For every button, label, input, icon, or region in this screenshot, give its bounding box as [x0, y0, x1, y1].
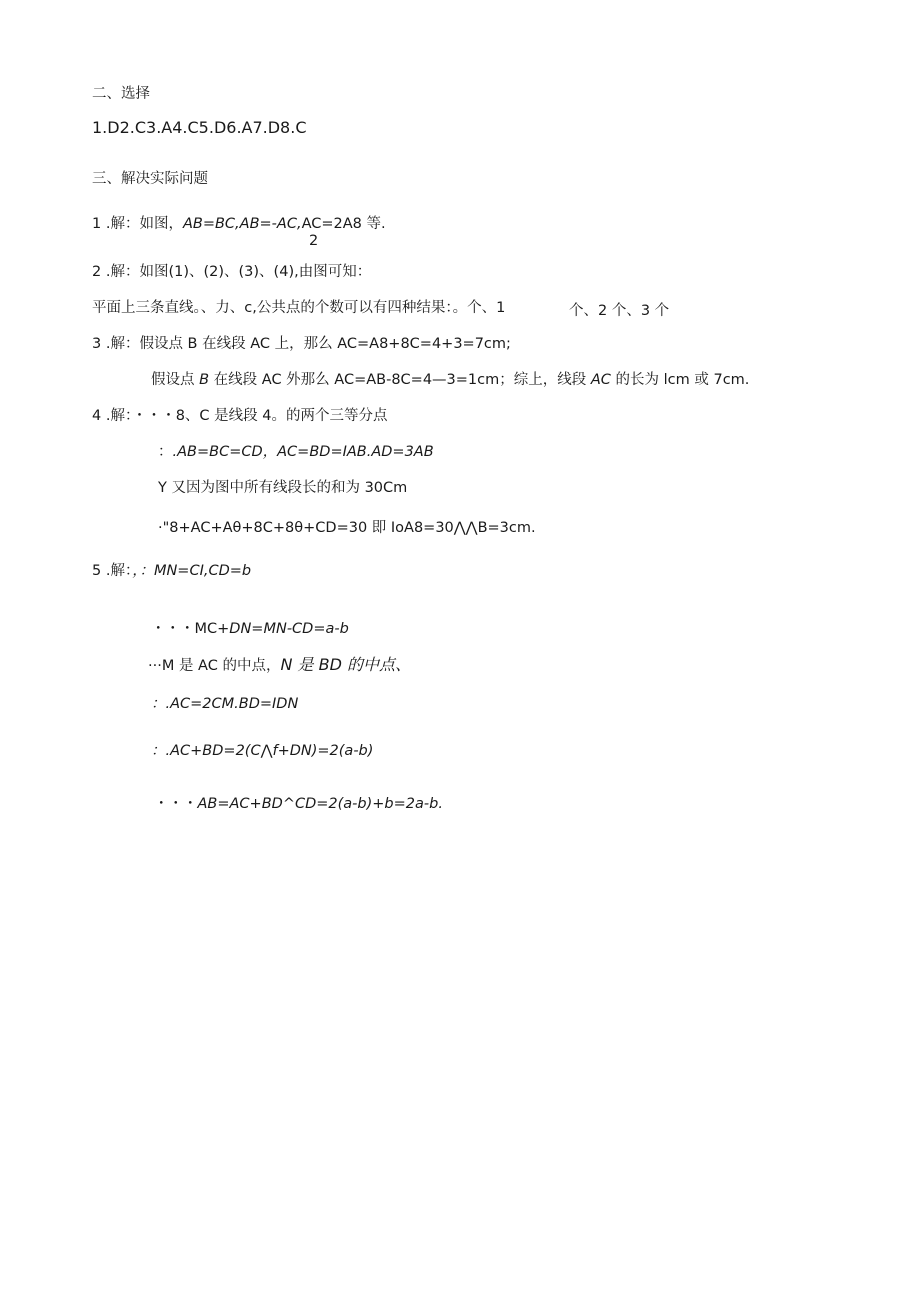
q3-line2-segment-ac: AC	[590, 372, 611, 388]
q4-line2	[158, 442, 434, 462]
q4-line1: 4 .解：・・・8、C 是线段 4。的两个三等分点	[92, 408, 388, 424]
q1-formula: AB=BC,AB=-AC,	[182, 216, 302, 232]
q4-line4: ·"8+AC+Aθ+8C+8θ+CD=30 即 IoA8=30⋀⋀B=3cm.	[158, 520, 536, 536]
q3-line2-point-b: B	[199, 372, 210, 388]
q4-therefore-mark: ：	[158, 444, 173, 460]
q5-line5-part-a: ：.AC+BD=2(C⋀f+	[151, 743, 290, 759]
choice-answers: 1.D2.C3.A4.C5.D6.A7.D8.C	[92, 118, 307, 137]
heading-solve: 三、解决实际问题	[92, 171, 208, 187]
q4-equation: .AB=BC=CD，AC=BD=IAB.AD=3AB	[172, 444, 434, 460]
q5-line3-part-a: ···M 是 AC 的中点，	[148, 658, 281, 674]
q5-prefix: 5 .解：	[92, 563, 133, 579]
q4-line3: Y 又因为图中所有线段长的和为 30Cm	[158, 480, 408, 496]
q5-line3	[148, 655, 411, 676]
q2-line2b: 个、2 个、3 个	[569, 303, 670, 319]
q3-line2-part-a: 假设点	[151, 372, 200, 388]
q5-line6-equation: AB=AC+BD^CD=2(a-b)+b=2a-b.	[197, 796, 443, 812]
q2-line2a: 平面上三条直线。、力、c,公共点的个数可以有四种结果：。个、1	[92, 300, 506, 316]
q5-line3-part-b: N 是 BD 的中点、	[280, 655, 411, 674]
q3-line1: 3 .解：假设点 B 在线段 AC 上，那么 AC=A8+8C=4+3=7cm;	[92, 336, 511, 352]
q5-line2-part-b: DN=MN-CD=a-b	[229, 621, 349, 637]
q3-line2	[151, 370, 749, 390]
q5-line6-dots: ・・・	[154, 796, 198, 812]
q5-line1	[92, 561, 251, 581]
q5-line6	[154, 794, 443, 814]
q3-line2-part-e: 的长为 lcm 或 7cm.	[610, 372, 750, 388]
q5-line5-part-b: DN)=2(a-b)	[289, 743, 374, 759]
q5-given: ，：MN=CI,CD=b	[132, 563, 252, 579]
q1-rest: AC=2A8 等.	[301, 216, 386, 232]
q5-line5	[151, 741, 373, 761]
q1-fraction-denominator: 2	[309, 233, 319, 249]
q1-line	[92, 214, 386, 234]
q3-line2-part-c: 在线段 AC 外那么 AC=AB-8C=4—3=1cm；综上，线段	[209, 372, 591, 388]
heading-choice: 二、选择	[92, 86, 150, 102]
q5-line2	[151, 619, 349, 639]
q2-line1: 2 .解：如图(1)、(2)、(3)、(4),由图可知：	[92, 264, 372, 280]
q5-line4: ：.AC=2CM.BD=IDN	[151, 696, 299, 712]
q1-prefix: 1 .解：如图，	[92, 216, 183, 232]
q5-line2-part-a: ・・・MC+	[151, 621, 230, 637]
